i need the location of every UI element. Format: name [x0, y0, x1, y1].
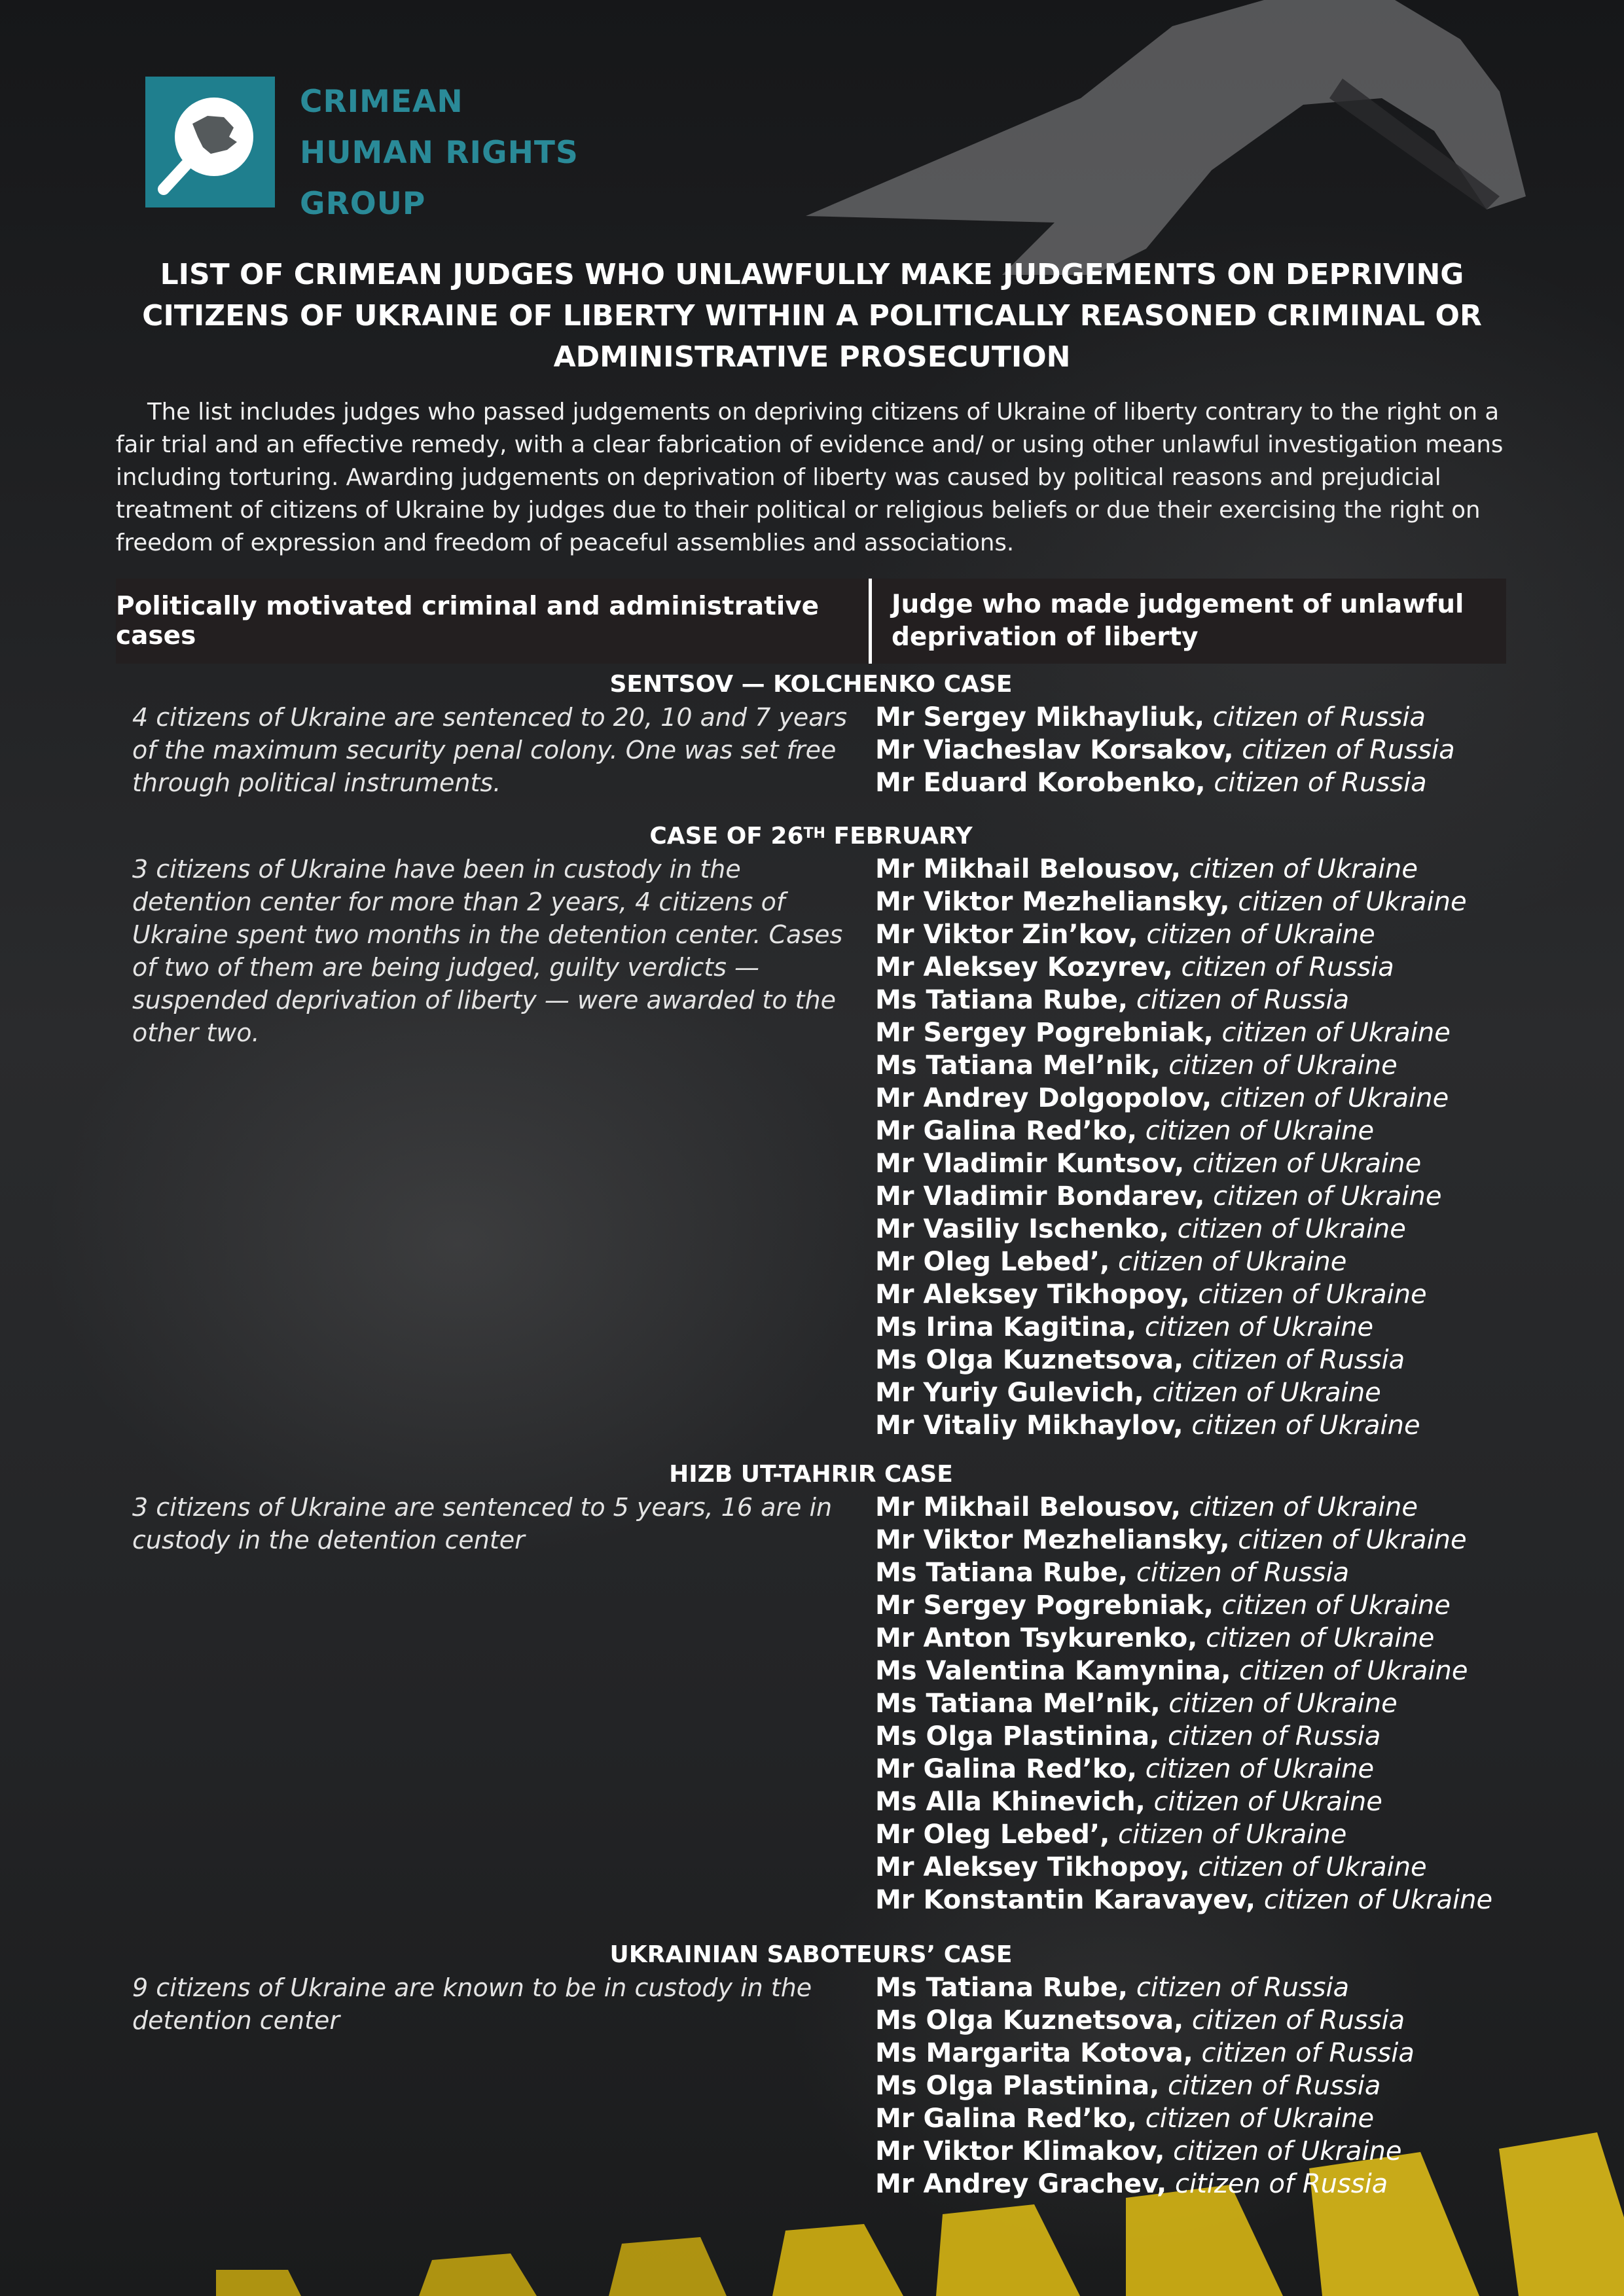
judge-citizenship: citizen of Ukraine	[1145, 1116, 1375, 1146]
judge-name: Mr Eduard Korobenko,	[875, 768, 1206, 798]
judge-citizenship: citizen of Ukraine	[1177, 1214, 1406, 1244]
judge-name: Ms Olga Plastinina,	[875, 2071, 1160, 2101]
judge-entry	[875, 1246, 1467, 1278]
judge-name: Mr Andrey Dolgopolov,	[875, 1083, 1212, 1113]
judge-name: Ms Tatiana Rube,	[875, 985, 1128, 1015]
judge-citizenship: citizen of Ukraine	[1145, 1754, 1375, 1784]
case-title	[116, 820, 1506, 853]
judge-entry	[875, 1753, 1492, 1785]
judge-citizenship: citizen of Ukraine	[1146, 920, 1375, 950]
case-section	[116, 668, 1506, 799]
judge-entry	[875, 1311, 1467, 1344]
case-section	[116, 820, 1506, 1442]
judge-name: Mr Viacheslav Korsakov,	[875, 735, 1234, 765]
judge-name: Ms Tatiana Mel’nik,	[875, 1689, 1161, 1719]
judge-name: Ms Margarita Kotova,	[875, 2038, 1193, 2068]
judge-entry	[875, 2135, 1415, 2168]
judge-name: Mr Yuriy Gulevich,	[875, 1378, 1144, 1408]
judge-entry	[875, 1720, 1492, 1753]
judge-entry	[875, 1556, 1492, 1589]
judge-citizenship: citizen of Ukraine	[1189, 854, 1418, 884]
judge-name: Mr Konstantin Karavayev,	[875, 1885, 1256, 1915]
judge-name: Ms Olga Kuznetsova,	[875, 2005, 1184, 2036]
judge-citizenship: citizen of Russia	[1212, 702, 1426, 732]
judge-entry	[875, 1818, 1492, 1851]
judge-name: Ms Olga Kuznetsova,	[875, 1345, 1184, 1375]
judge-entry	[875, 1785, 1492, 1818]
case-title	[116, 668, 1506, 701]
judge-citizenship: citizen of Ukraine	[1168, 1689, 1398, 1719]
logo-line-3: GROUP	[300, 186, 426, 222]
logo-emblem	[145, 77, 275, 207]
judge-citizenship: citizen of Russia	[1214, 768, 1427, 798]
case-body	[116, 1971, 1506, 2200]
judge-citizenship: citizen of Russia	[1168, 1721, 1381, 1751]
logo-line-2: HUMAN RIGHTS	[300, 135, 579, 171]
judge-citizenship: citizen of Russia	[1191, 1345, 1405, 1375]
judge-name: Mr Aleksey Kozyrev,	[875, 952, 1173, 982]
judge-entry	[875, 984, 1467, 1016]
judge-entry	[875, 886, 1467, 918]
judges-list	[862, 853, 1467, 1442]
judge-entry	[875, 1524, 1492, 1556]
judge-entry	[875, 1491, 1492, 1524]
judge-entry	[875, 701, 1455, 734]
airplane-silhouette	[806, 0, 1526, 275]
judge-name: Mr Mikhail Belousov,	[875, 1492, 1181, 1522]
judge-name: Mr Aleksey Tikhopoy,	[875, 1280, 1190, 1310]
case-description: 3 citizens of Ukraine have been in custody in the detention center for more than 2 years, 4 citizens of Ukraine spent two months in the detention center. Cases of two of them are being judged, guilty verdicts — suspended deprivation of liberty — were awarded to the other two.	[132, 855, 843, 1047]
case-title	[116, 1939, 1506, 1971]
judge-entry	[875, 1115, 1467, 1147]
judge-name: Ms Tatiana Rube,	[875, 1973, 1128, 2003]
judge-name: Mr Galina Red’ko,	[875, 2104, 1138, 2134]
judge-citizenship: citizen of Ukraine	[1206, 1623, 1435, 1653]
case-title-text: CASE OF 26	[649, 823, 804, 850]
judge-citizenship: citizen of Russia	[1201, 2038, 1415, 2068]
judge-citizenship: citizen of Ukraine	[1221, 1018, 1451, 1048]
judge-citizenship: citizen of Russia	[1174, 2169, 1388, 2199]
judge-citizenship: citizen of Russia	[1181, 952, 1394, 982]
judge-name: Mr Viktor Zin’kov,	[875, 920, 1138, 950]
judge-name: Mr Sergey Mikhayliuk,	[875, 702, 1205, 732]
judge-entry	[875, 2168, 1415, 2200]
judge-name: Mr Sergey Pogrebniak,	[875, 1018, 1214, 1048]
judge-entry	[875, 1016, 1467, 1049]
judge-entry	[875, 1049, 1467, 1082]
case-body	[116, 701, 1506, 799]
case-section	[116, 1939, 1506, 2200]
judge-name: Ms Irina Kagitina,	[875, 1312, 1137, 1342]
judge-citizenship: citizen of Ukraine	[1117, 1820, 1347, 1850]
judge-name: Mr Viktor Mezheliansky,	[875, 887, 1230, 917]
judge-name: Mr Mikhail Belousov,	[875, 854, 1181, 884]
judge-entry	[875, 951, 1467, 984]
judge-entry	[875, 1376, 1467, 1409]
judge-name: Ms Olga Plastinina,	[875, 1721, 1160, 1751]
judge-citizenship: citizen of Ukraine	[1117, 1247, 1347, 1277]
table-header-judges: Judge who made judgement of unlawful deprivation of liberty	[892, 590, 1464, 652]
judge-entry	[875, 734, 1455, 766]
judge-entry	[875, 1655, 1492, 1687]
judge-citizenship: citizen of Ukraine	[1198, 1280, 1427, 1310]
judge-name: Mr Vitaliy Mikhaylov,	[875, 1410, 1183, 1441]
judge-citizenship: citizen of Ukraine	[1213, 1181, 1442, 1211]
case-title-text: HIZB UT-TAHRIR CASE	[669, 1461, 953, 1488]
magnifier-crimea-icon	[145, 77, 275, 207]
judge-citizenship: citizen of Ukraine	[1153, 1787, 1382, 1817]
table-header	[116, 579, 1506, 664]
judge-entry	[875, 1278, 1467, 1311]
judge-entry	[875, 1147, 1467, 1180]
judge-name: Mr Vladimir Kuntsov,	[875, 1149, 1185, 1179]
judge-name: Mr Vasiliy Ischenko,	[875, 1214, 1169, 1244]
judge-entry	[875, 1344, 1467, 1376]
case-title-superscript: TH	[803, 825, 825, 842]
judge-citizenship: citizen of Ukraine	[1152, 1378, 1381, 1408]
judges-list	[862, 1491, 1492, 1916]
judge-name: Ms Valentina Kamynina,	[875, 1656, 1231, 1686]
judge-entry	[875, 1851, 1492, 1884]
judges-list	[862, 701, 1455, 799]
judge-entry	[875, 2102, 1415, 2135]
judge-name: Ms Alla Khinevich,	[875, 1787, 1146, 1817]
case-title-text: SENTSOV — KOLCHENKO CASE	[609, 671, 1013, 698]
judge-citizenship: citizen of Ukraine	[1221, 1590, 1451, 1621]
judge-entry	[875, 853, 1467, 886]
judge-entry	[875, 1589, 1492, 1622]
judge-citizenship: citizen of Ukraine	[1263, 1885, 1493, 1915]
judge-name: Mr Galina Red’ko,	[875, 1116, 1138, 1146]
judge-citizenship: citizen of Ukraine	[1198, 1852, 1427, 1882]
case-section	[116, 1458, 1506, 1916]
case-title-text: UKRAINIAN SABOTEURS’ CASE	[609, 1941, 1013, 1968]
judge-citizenship: citizen of Ukraine	[1145, 2104, 1375, 2134]
judge-entry	[875, 1687, 1492, 1720]
judge-citizenship: citizen of Russia	[1191, 2005, 1405, 2036]
case-body	[116, 853, 1506, 1442]
logo	[145, 77, 579, 230]
judge-entry	[875, 1971, 1415, 2004]
judge-citizenship: citizen of Ukraine	[1189, 1492, 1418, 1522]
judge-entry	[875, 1622, 1492, 1655]
judge-citizenship: citizen of Ukraine	[1168, 1050, 1398, 1081]
judge-entry	[875, 1213, 1467, 1246]
judge-name: Ms Tatiana Mel’nik,	[875, 1050, 1161, 1081]
case-title	[116, 1458, 1506, 1491]
judge-citizenship: citizen of Ukraine	[1238, 1525, 1467, 1555]
case-description: 9 citizens of Ukraine are known to be in custody in the detention center	[132, 1973, 812, 2035]
judge-citizenship: citizen of Ukraine	[1238, 887, 1467, 917]
intro-paragraph: The list includes judges who passed judgements on depriving citizens of Ukraine of liberty contrary to the right on a fair trial and an effective remedy, with a clear fabrication of evidence and/ or using other unlawful investigation means including torturing. Awarding judgements on deprivation of liberty was caused by political reasons and prejudicial treatment of citizens of Ukraine by judges due to their political or religious beliefs or due their exercising the right on freedom of expression and freedom of peaceful assemblies and associations.	[116, 399, 1504, 556]
judge-name: Mr Oleg Lebed’,	[875, 1820, 1110, 1850]
judge-entry	[875, 1180, 1467, 1213]
judge-name: Mr Vladimir Bondarev,	[875, 1181, 1205, 1211]
judge-name: Mr Galina Red’ko,	[875, 1754, 1138, 1784]
judge-citizenship: citizen of Russia	[1168, 2071, 1381, 2101]
judge-name: Mr Anton Tsykurenko,	[875, 1623, 1198, 1653]
judge-name: Mr Andrey Grachev,	[875, 2169, 1167, 2199]
logo-text	[300, 77, 579, 230]
judge-citizenship: citizen of Ukraine	[1239, 1656, 1468, 1686]
judge-entry	[875, 918, 1467, 951]
judges-list	[862, 1971, 1415, 2200]
page-title: LIST OF CRIMEAN JUDGES WHO UNLAWFULLY MAKE JUDGEMENTS ON DEPRIVING CITIZENS OF UKRAINE OF LIBERTY WITHIN A POLITICALLY REASONED CRIMINAL OR ADMINISTRATIVE PROSECUTION	[142, 258, 1482, 374]
judge-name: Mr Viktor Klimakov,	[875, 2136, 1165, 2166]
judge-name: Mr Viktor Mezheliansky,	[875, 1525, 1230, 1555]
table-header-cases: Politically motivated criminal and administrative cases	[116, 592, 820, 651]
judge-citizenship: citizen of Russia	[1136, 1973, 1350, 2003]
judge-citizenship: citizen of Russia	[1136, 1558, 1350, 1588]
judge-entry	[875, 2037, 1415, 2070]
case-body	[116, 1491, 1506, 1916]
judge-entry	[875, 2070, 1415, 2102]
judge-entry	[875, 1082, 1467, 1115]
judge-entry	[875, 1409, 1467, 1442]
case-description: 3 citizens of Ukraine are sentenced to 5 years, 16 are in custody in the detention center	[132, 1493, 833, 1554]
case-description: 4 citizens of Ukraine are sentenced to 20, 10 and 7 years of the maximum security penal colony. One was set free through political instruments.	[132, 703, 848, 797]
judge-citizenship: citizen of Ukraine	[1192, 1149, 1422, 1179]
logo-line-1: CRIMEAN	[300, 84, 463, 120]
judge-entry	[875, 1884, 1492, 1916]
judge-citizenship: citizen of Russia	[1242, 735, 1455, 765]
judge-citizenship: citizen of Ukraine	[1219, 1083, 1449, 1113]
judge-entry	[875, 766, 1455, 799]
case-title-suffix: FEBRUARY	[825, 823, 973, 850]
judge-name: Mr Aleksey Tikhopoy,	[875, 1852, 1190, 1882]
judge-name: Ms Tatiana Rube,	[875, 1558, 1128, 1588]
judge-name: Mr Oleg Lebed’,	[875, 1247, 1110, 1277]
judge-entry	[875, 2004, 1415, 2037]
judge-citizenship: citizen of Russia	[1136, 985, 1350, 1015]
judge-citizenship: citizen of Ukraine	[1144, 1312, 1374, 1342]
judge-citizenship: citizen of Ukraine	[1191, 1410, 1420, 1441]
judge-citizenship: citizen of Ukraine	[1173, 2136, 1402, 2166]
judge-name: Mr Sergey Pogrebniak,	[875, 1590, 1214, 1621]
